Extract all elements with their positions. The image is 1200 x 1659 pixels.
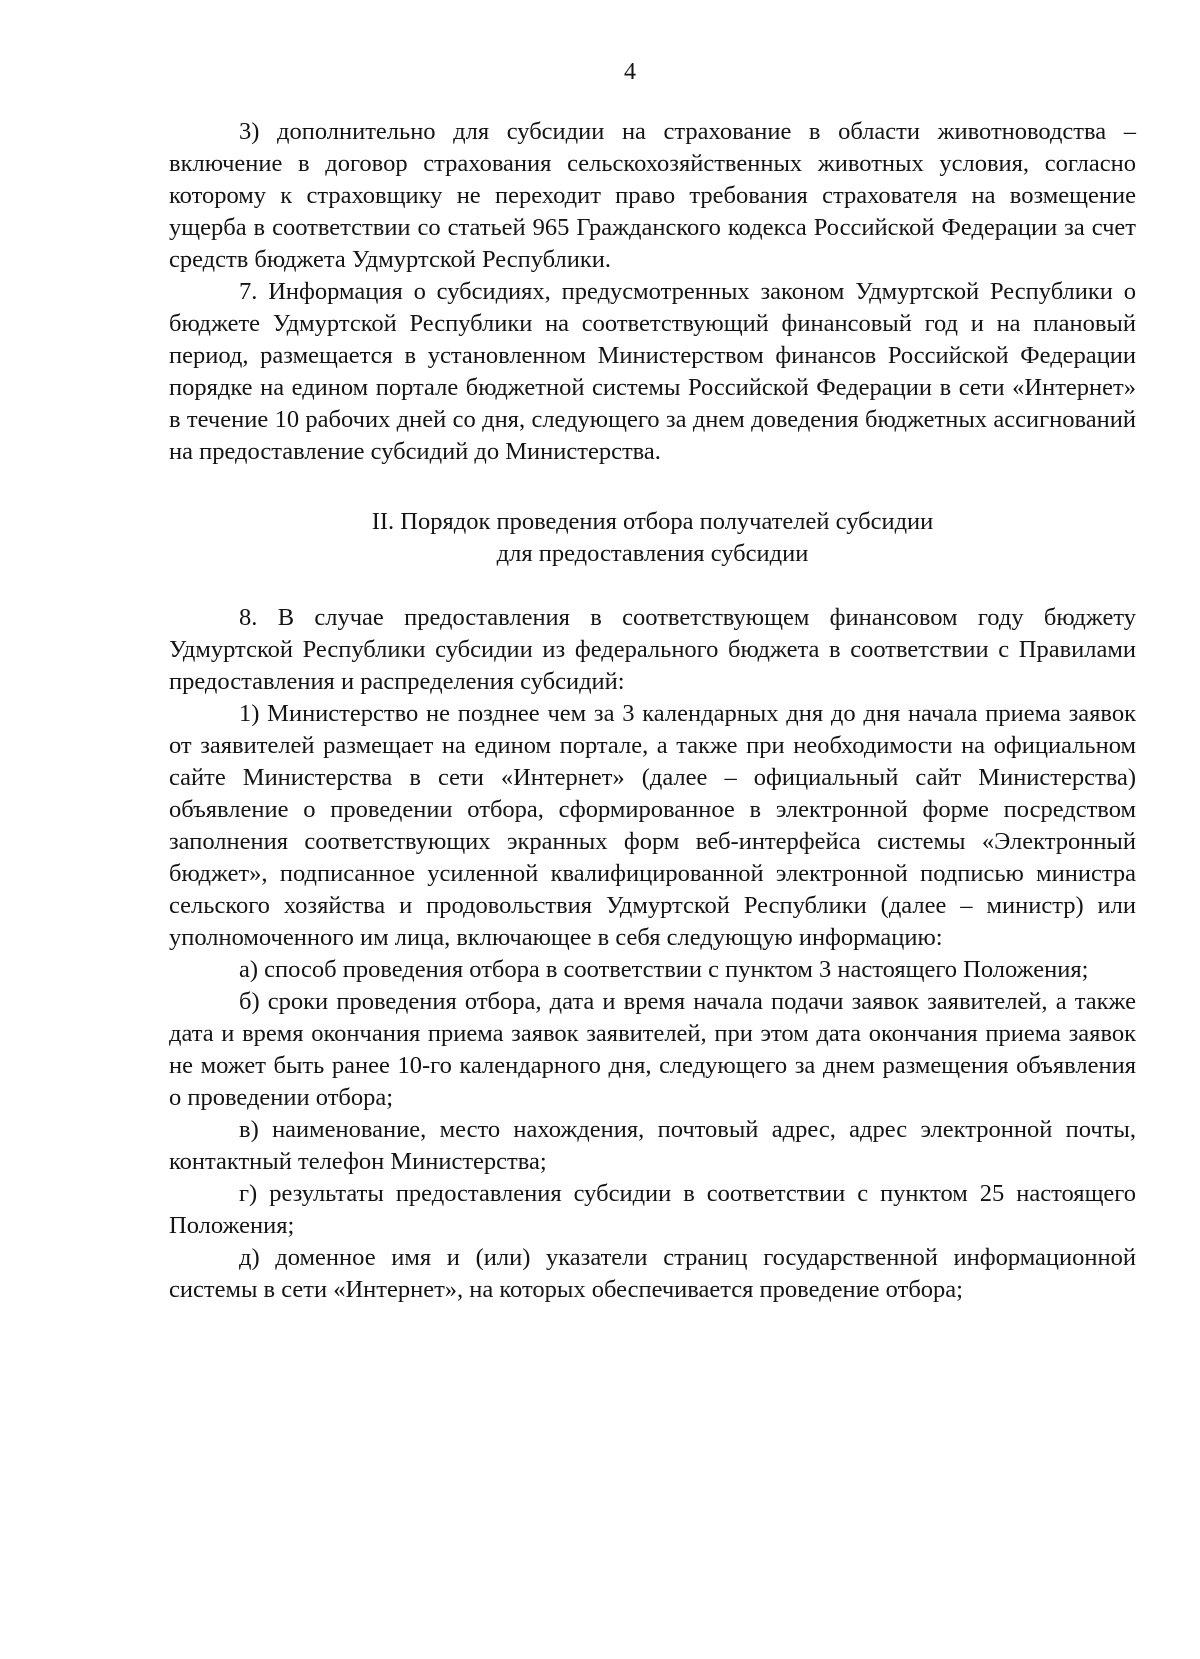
paragraph-8-item-d: д) доменное имя и (или) указатели страниц государственной информационной системы в сети «Интернет», на которых обеспечивается проведение отбора; bbox=[169, 1244, 1136, 1303]
paragraph-8: 8. В случае предоставления в соответствующем финансовом году бюджету Удмуртской Республики субсидии из федерального бюджета в соответствии с Правилами предоставления и распределения субсидий: bbox=[169, 604, 1136, 695]
section-heading bbox=[169, 506, 1136, 570]
paragraph-8-item-a: а) способ проведения отбора в соответствии с пунктом 3 настоящего Положения; bbox=[239, 956, 1089, 983]
paragraph-subsidy-insurance: 3) дополнительно для субсидии на страхование в области животноводства – включение в договор страхования сельскохозяйственных животных условия, согласно которому к страховщику не переходит право требования страхователя на возмещение ущерба в соответствии со статьей 965 Гражданского кодекса Российской Федерации за счет средств бюджета Удмуртской Республики. bbox=[169, 118, 1136, 273]
paragraph-8-item-g: г) результаты предоставления субсидии в соответствии с пунктом 25 настоящего Положения; bbox=[169, 1180, 1136, 1239]
section-heading-line-1: II. Порядок проведения отбора получателей субсидии bbox=[371, 508, 934, 535]
paragraph-8-item-b: б) сроки проведения отбора, дата и время начала подачи заявок заявителей, а также дата и время окончания приема заявок заявителей, при этом дата окончания приема заявок не может быть ранее 10-го календарного дня, следующего за днем размещения объявления о проведении отбора; bbox=[169, 988, 1136, 1111]
page-number: 4 bbox=[624, 59, 636, 85]
paragraph-subsidy-information: 7. Информация о субсидиях, предусмотренных законом Удмуртской Республики о бюджете Удмуртской Республики на соответствующий финансовый год и на плановый период, размещается в установленном Министерством финансов Российской Федерации порядке на едином портале бюджетной системы Российской Федерации в сети «Интернет» в течение 10 рабочих дней со дня, следующего за днем доведения бюджетных ассигнований на предоставление субсидий до Министерства. bbox=[169, 278, 1136, 465]
document-body bbox=[169, 116, 1136, 1306]
paragraph-8-item-1: 1) Министерство не позднее чем за 3 календарных дня до дня начала приема заявок от заявителей размещает на едином портале, а также при необходимости на официальном сайте Министерства в сети «Интернет» (далее – официальный сайт Министерства) объявление о проведении отбора, сформированное в электронной форме посредством заполнения соответствующих экранных форм веб-интерфейса системы «Электронный бюджет», подписанное усиленной квалифицированной электронной подписью министра сельского хозяйства и продовольствия Удмуртской Республики (далее – министр) или уполномоченного им лица, включающее в себя следующую информацию: bbox=[169, 700, 1136, 951]
section-heading-line-2: для предоставления субсидии bbox=[496, 540, 809, 567]
paragraph-8-item-v: в) наименование, место нахождения, почтовый адрес, адрес электронной почты, контактный телефон Министерства; bbox=[169, 1116, 1136, 1175]
